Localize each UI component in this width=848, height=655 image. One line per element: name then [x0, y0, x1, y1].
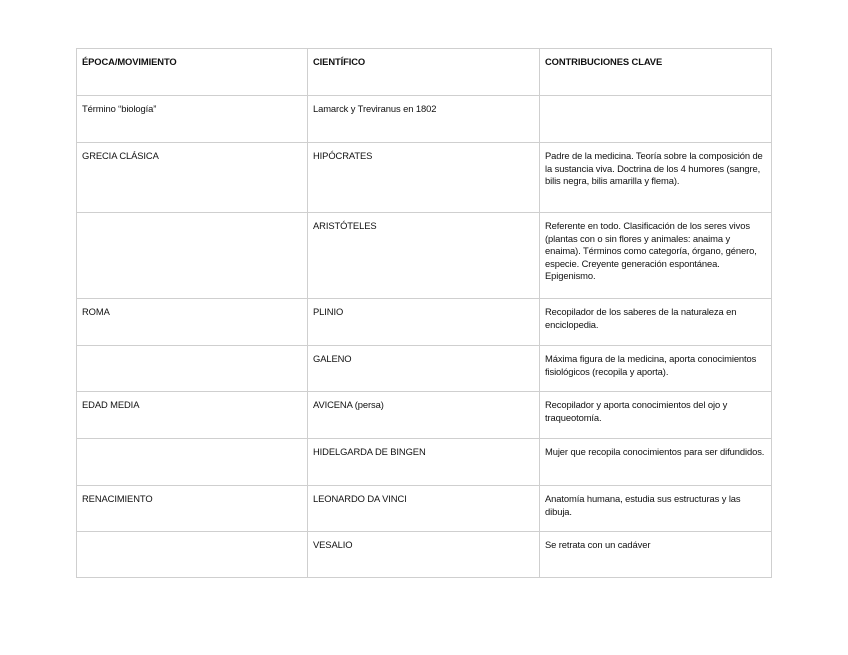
cell-epoca: EDAD MEDIA — [77, 392, 308, 439]
cell-contribuciones: Anatomía humana, estudia sus estructuras y las dibuja. — [540, 486, 772, 532]
header-epoca: ÉPOCA/MOVIMIENTO — [77, 49, 308, 96]
cell-cientifico: VESALIO — [308, 532, 540, 578]
cell-contribuciones: Recopilador de los saberes de la naturaleza en enciclopedia. — [540, 299, 772, 346]
biology-history-table — [76, 48, 772, 578]
cell-epoca — [77, 532, 308, 578]
cell-epoca: RENACIMIENTO — [77, 486, 308, 532]
header-contribuciones: CONTRIBUCIONES CLAVE — [540, 49, 772, 96]
cell-contribuciones: Recopilador y aporta conocimientos del ojo y traqueotomía. — [540, 392, 772, 439]
cell-cientifico: HIDELGARDA DE BINGEN — [308, 439, 540, 486]
cell-cientifico: ARISTÓTELES — [308, 213, 540, 299]
cell-cientifico: AVICENA (persa) — [308, 392, 540, 439]
cell-contribuciones: Referente en todo. Clasificación de los seres vivos (plantas con o sin flores y animales: anaima y enaima). Términos como categoría, órgano, género, especie. Creyente generación espontánea. Epigenismo. — [540, 213, 772, 299]
cell-contribuciones — [540, 96, 772, 143]
cell-contribuciones: Máxima figura de la medicina, aporta conocimientos fisiológicos (recopila y aporta). — [540, 346, 772, 392]
cell-epoca: ROMA — [77, 299, 308, 346]
table-row — [77, 439, 772, 486]
cell-cientifico: HIPÓCRATES — [308, 143, 540, 213]
table-row — [77, 532, 772, 578]
cell-epoca — [77, 346, 308, 392]
cell-epoca: GRECIA CLÁSICA — [77, 143, 308, 213]
cell-cientifico: Lamarck y Treviranus en 1802 — [308, 96, 540, 143]
cell-contribuciones: Se retrata con un cadáver — [540, 532, 772, 578]
header-row — [77, 49, 772, 96]
cell-epoca — [77, 439, 308, 486]
cell-cientifico: PLINIO — [308, 299, 540, 346]
cell-cientifico: GALENO — [308, 346, 540, 392]
table-row — [77, 392, 772, 439]
cell-epoca — [77, 213, 308, 299]
header-cientifico: CIENTÍFICO — [308, 49, 540, 96]
cell-contribuciones: Padre de la medicina. Teoría sobre la composición de la sustancia viva. Doctrina de los 4 humores (sangre, bilis negra, bilis amarilla y flema). — [540, 143, 772, 213]
table-row — [77, 486, 772, 532]
table-row — [77, 299, 772, 346]
table-row — [77, 346, 772, 392]
cell-contribuciones: Mujer que recopila conocimientos para ser difundidos. — [540, 439, 772, 486]
table-row — [77, 96, 772, 143]
table-row — [77, 213, 772, 299]
cell-cientifico: LEONARDO DA VINCI — [308, 486, 540, 532]
table-row — [77, 143, 772, 213]
cell-epoca: Término “biología” — [77, 96, 308, 143]
